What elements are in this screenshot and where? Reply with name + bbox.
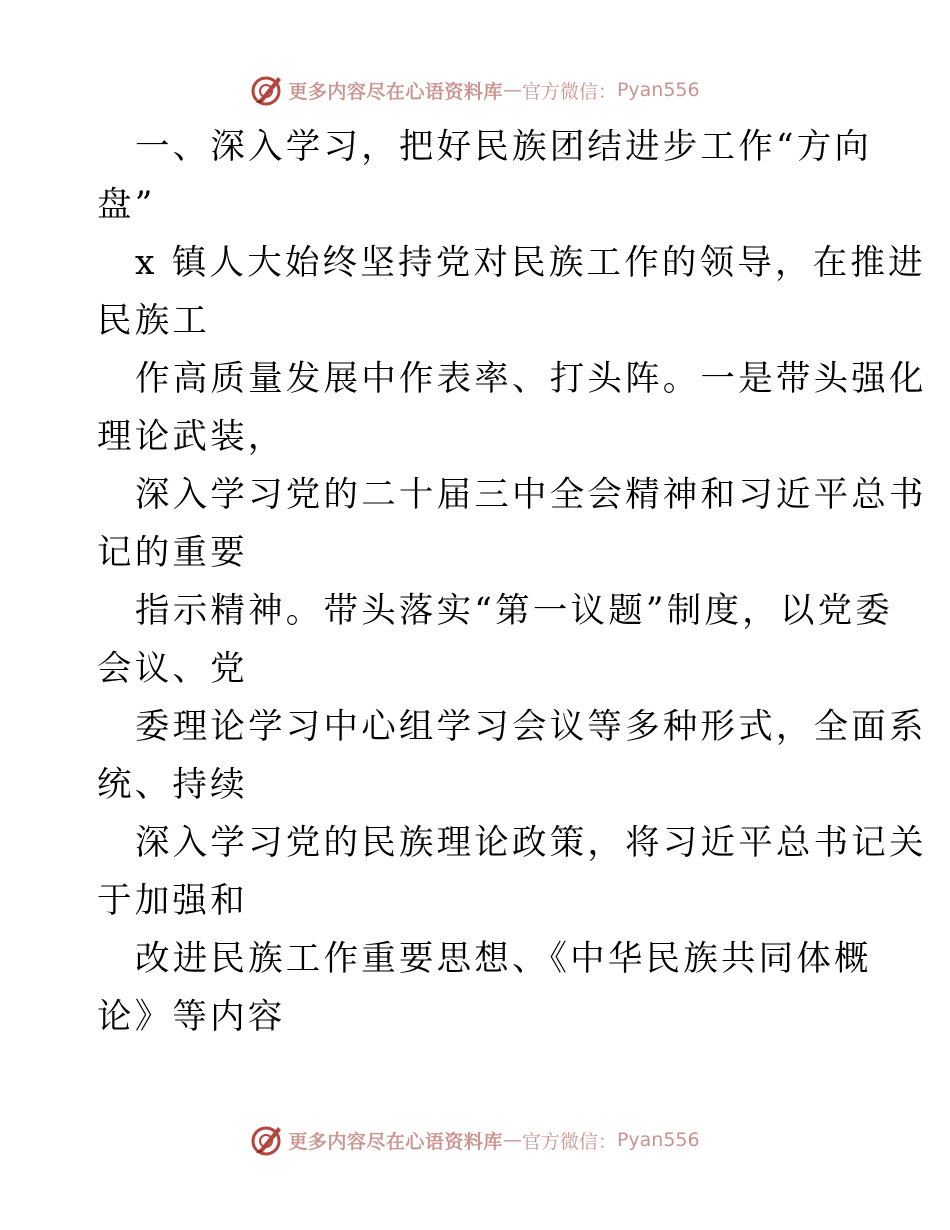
pen-logo-icon xyxy=(250,1123,284,1157)
text-line: 于加强和 xyxy=(97,881,248,921)
banner-wechat-id: Pyan556 xyxy=(616,1129,700,1151)
footer-banner xyxy=(0,1120,950,1160)
text-line: 统、持续 xyxy=(97,765,248,805)
text-line: 一、深入学习，把好民族团结进步工作“方向 xyxy=(135,127,873,167)
text-line: 论》等内容 xyxy=(97,997,286,1037)
header-banner xyxy=(0,70,950,110)
text-line: 深入学习党的二十届三中全会精神和习近平总书 xyxy=(135,475,927,515)
text-line: 改进民族工作重要思想、《中华民族共同体概 xyxy=(135,939,872,979)
banner-dash: — xyxy=(502,79,522,101)
text-line: 会议、党 xyxy=(97,649,248,689)
text-line: 作高质量发展中作表率、打头阵。一是带头强化 xyxy=(135,359,927,399)
document-body xyxy=(97,118,927,1046)
text-line: 盘” xyxy=(97,185,156,225)
pen-logo-icon xyxy=(250,73,284,107)
banner-wechat-id: Pyan556 xyxy=(616,79,700,101)
text-line: 深入学习党的民族理论政策，将习近平总书记关 xyxy=(135,823,927,863)
text-line: 记的重要 xyxy=(97,533,248,573)
banner-dash: — xyxy=(502,1129,522,1151)
banner-wechat-label: 官方微信： xyxy=(521,1130,617,1153)
text-line: 指示精神。带头落实“第一议题”制度，以党委 xyxy=(135,591,893,631)
text-line: x 镇人大始终坚持党对民族工作的领导，在推进 xyxy=(135,243,926,283)
text-line: 理论武装， xyxy=(97,417,286,457)
text-line: 委理论学习中心组学习会议等多种形式，全面系 xyxy=(135,707,927,747)
text-line: 民族工 xyxy=(97,301,211,341)
banner-text: 更多内容尽在心语资料库 xyxy=(288,1130,503,1153)
banner-text: 更多内容尽在心语资料库 xyxy=(288,80,503,103)
banner-wechat-label: 官方微信： xyxy=(521,80,617,103)
